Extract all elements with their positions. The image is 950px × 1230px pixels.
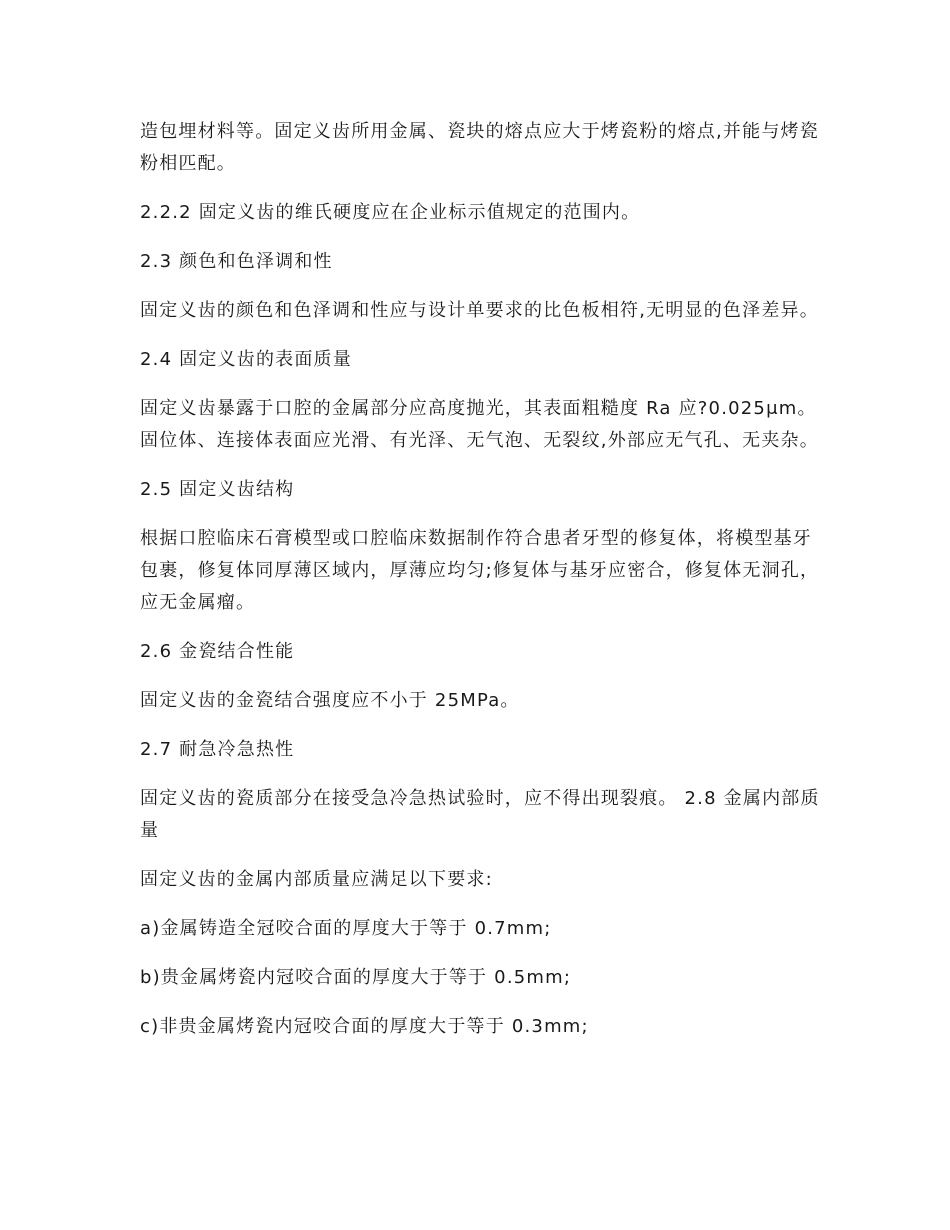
section-heading: 2.7 耐急冷急热性 [140, 739, 295, 760]
body-paragraph: 造包埋材料等。固定义齿所用金属、瓷块的熔点应大于烤瓷粉的熔点,并能与烤瓷粉相匹配。 [140, 121, 819, 174]
body-paragraph: 固定义齿的金瓷结合强度应不小于 25MPa。 [140, 690, 520, 711]
body-paragraph: 固定义齿的瓷质部分在接受急冷急热试验时，应不得出现裂痕。 2.8 金属内部质量 [140, 788, 820, 841]
document-page [140, 116, 820, 1060]
section-heading: 2.2.2 固定义齿的维氏硬度应在企业标示值规定的范围内。 [140, 202, 641, 223]
list-item: c)非贵金属烤瓷内冠咬合面的厚度大于等于 0.3mm; [140, 1016, 589, 1037]
section-heading: 2.6 金瓷结合性能 [140, 641, 295, 662]
body-paragraph: 根据口腔临床石膏模型或口腔临床数据制作符合患者牙型的修复体，将模型基牙包裹，修复体同厚薄区域内，厚薄应均匀;修复体与基牙应密合，修复体无洞孔，应无金属瘤。 [140, 528, 820, 613]
section-heading: 2.5 固定义齿结构 [140, 479, 295, 500]
body-paragraph: 固定义齿的颜色和色泽调和性应与设计单要求的比色板相符,无明显的色泽差异。 [140, 300, 819, 321]
list-item: b)贵金属烤瓷内冠咬合面的厚度大于等于 0.5mm; [140, 967, 572, 988]
list-item: a)金属铸造全冠咬合面的厚度大于等于 0.7mm; [140, 918, 552, 939]
section-heading: 2.4 固定义齿的表面质量 [140, 349, 352, 370]
section-heading: 2.3 颜色和色泽调和性 [140, 251, 333, 272]
body-paragraph: 固定义齿的金属内部质量应满足以下要求: [140, 869, 493, 890]
body-paragraph: 固定义齿暴露于口腔的金属部分应高度抛光，其表面粗糙度 Ra 应?0.025μm。固位体、连接体表面应光滑、有光泽、无气泡、无裂纹,外部应无气孔、无夹杂。 [140, 398, 819, 451]
